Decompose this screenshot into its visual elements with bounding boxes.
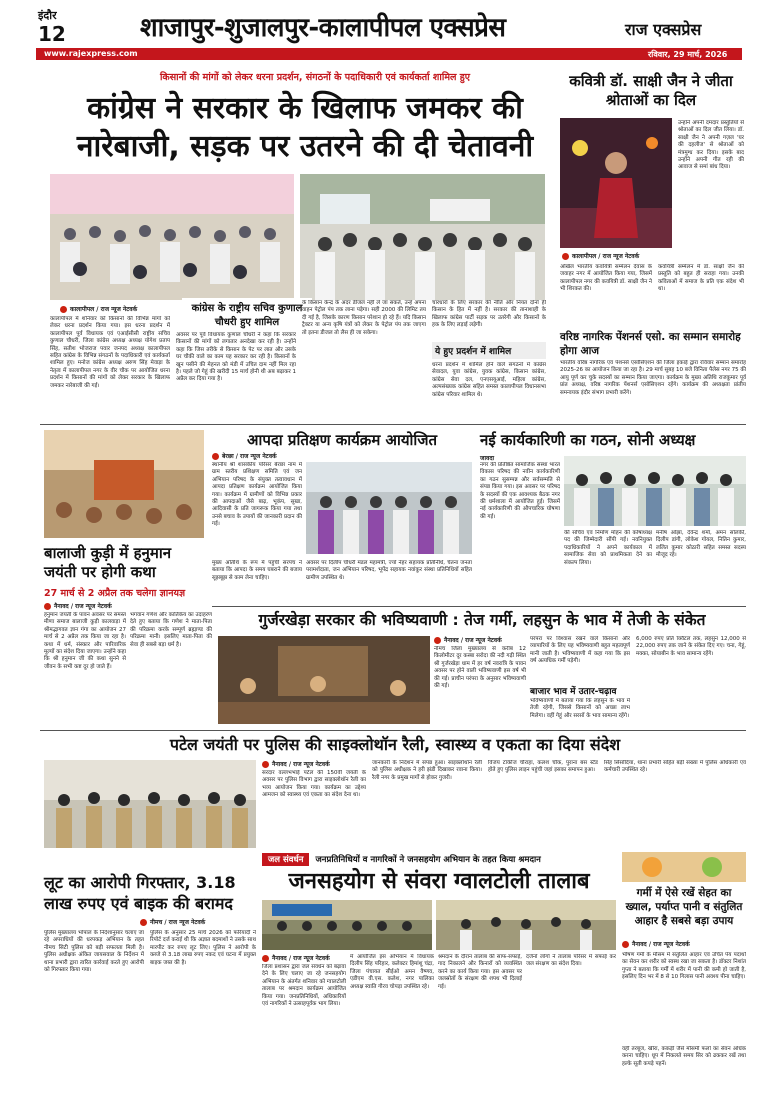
divider xyxy=(212,606,746,607)
disaster-photo xyxy=(306,462,472,554)
disaster-body-1: स्थानीय श्री शासकीय परिसर बेरछा नाम में ग्राम स्तरीय प्रशिक्षण समिति एवं जन अभियान परिषद के संयुक्त तत्वावधान में आपदा प्रतिक्षण कार्यक्रम आयोजित किया गया। कार्यक्रम में ग्रामीणों को विभिन्न प्रकार की आपदाओं जैसे बाढ़, भूकंप, सूखा, आदिवासी के प्रति जागरूक किया गया तथा उनसे बचाव के उपायों की जानकारी प्रदान की गई। xyxy=(212,462,302,528)
newexec-byline-text: जावदा xyxy=(480,455,495,462)
lead-byline-text: कालापीपल / राज न्यूज नेटवर्क xyxy=(70,306,138,313)
newexec-byline xyxy=(480,454,494,462)
issue-date: रविवार, 29 मार्च, 2026 xyxy=(648,50,728,59)
poet-body-2: अखिल भारतीय कवयित्री सम्मेलन देवास के जवाहर नगर में आयोजित किया गया, जिसमें कालापीपल नगर की कवयित्री डॉ. साक्षी जैन ने भी शिरकत की। xyxy=(560,264,652,293)
disaster-headline: आपदा प्रतिक्षण कार्यक्रम आयोजित xyxy=(246,431,437,449)
balaji-subhead: 27 मार्च से 2 अप्रैल तक चलेगा ज्ञानयज्ञ xyxy=(44,588,186,599)
cyclothon-headline: पटेल जयंती पर पुलिस की साइक्लोथॉन रैली, स्वास्थ्य व एकता का दिया संदेश xyxy=(169,735,621,754)
balaji-byline-text: नैनावद / राज न्यूज नेटवर्क xyxy=(54,603,112,610)
pond-body-2: में आयोजित इस अभियान में विधायक दिलीप सिंह परिहार, कलेक्टर हिमांशु चंद्रा, जिला पंचायत सीईओ अमन वैष्णव, एडीएम वी.एस. कलेश, नगर पालिका अध्यक्ष स्वाति गौरव चोपड़ा उपस्थित रहे। xyxy=(350,954,434,990)
health-byline-text: नैनावद / राज न्यूज नेटवर्क xyxy=(632,941,690,948)
pond-body-3: श्रमदान के दौरान तालाब की साफ-सफाई, गाद निकालने और किनारों को व्यवस्थित करने का कार्य किया गया। इस अवसर पर जलस्रोतों के संरक्षण की शपथ भी दिलाई गई। xyxy=(438,954,522,990)
health-body-1: भीषण गर्मी के मौसम में संतुलित आहार एवं उचित पेय पदार्थों का सेवन कर शरीर को स्वस्थ रखा जा सकता है। डॉक्टर निशांत गुप्ता ने बताया कि गर्मी में शरीर में पानी की कमी हो जाती है, इसलिए दिन भर में 8 से 10 गिलास पानी अवश्य पीना चाहिए। xyxy=(622,952,746,981)
cyclothon-body-4: सिंह सिसोदिया, थाना प्रभारी सहित बड़ी संख्या में पुलिस अधिकारी एवं कर्मचारी उपस्थित रहे। xyxy=(604,760,746,774)
robbery-body-1: पुलिस मुख्यालय भोपाल के निर्देशानुसार चलाए जा रहे अपराधियों की धरपकड़ अभियान के तहत नीमच सिटी पुलिस को बड़ी सफलता मिली है। पुलिस अधीक्षक अंकित जायसवाल के निर्देशन में थाना प्रभारी द्वारा त्वरित कार्रवाई करते हुए आरोपी को गिरफ्तार किया गया। xyxy=(44,930,144,974)
cyclothon-body-2: जानकारी के निर्देशन में संपन्न हुआ। साइक्लोथॉन रैली को पुलिस अधीक्षक ने हरी झंडी दिखाकर रवाना किया। रैली नगर के प्रमुख मार्गों से होकर गुजरी। xyxy=(372,760,482,781)
poet-headline: कवित्री डॉ. साक्षी जैन ने जीता श्रोताओं का दिल xyxy=(569,72,733,109)
lead-byline xyxy=(60,305,137,313)
bullet-icon xyxy=(262,955,269,962)
bullet-icon xyxy=(44,603,51,610)
balaji-body-2: भगवान गणेश और कार्तिकेय का उदाहरण देते हुए बताया कि गणेश ने माता-पिता की परिक्रमा करके सम्पूर्ण ब्रह्माण्ड की परिक्रमा मानी। इसलिए माता-पिता की सेवा ही सबसे बड़ा धर्म है। xyxy=(130,612,212,648)
weather-byline-text: नैनावद / राज न्यूज नेटवर्क xyxy=(444,637,502,644)
disaster-body-2: मुख्य अतिथि के रूप में पहुंची सरपंच ने बताया कि आपदा के समय घबराने की बजाय सूझबूझ से काम लेना चाहिए। xyxy=(212,560,302,581)
bullet-icon xyxy=(434,637,441,644)
lead-body-4: चारधारों के लिए सरकार की नीति और नियत दोनों ही किसान के हित में नहीं है। सरकार की तानाशाही के खिलाफ कांग्रेस पार्टी सड़क पर उतरेगी और किसानों के हक के लिए लड़ाई लड़ेगी। xyxy=(432,300,546,329)
header-rule xyxy=(36,48,742,60)
weather-sub-body: भविष्यवाणी में बताया गया कि लहसुन के भाव में तेजी रहेगी, जिससे किसानों को अच्छा लाभ मिलेगा। वहीं गेहूं और सरसों के भाव सामान्य रहेंगे। xyxy=(530,698,630,719)
bullet-icon xyxy=(212,453,219,460)
poet-byline xyxy=(562,252,639,260)
senior-body: भारतीय वरिष्ठ नागरिक एवं पेंशनर्स एसोसिएशन की जिला इकाई द्वारा रविवार सम्मान समारोह 2025-26 का आयोजन किया जा रहा है। 29 मार्च सुबह 10 बजे विनिता पैलेस नगर 75 की आयु पूर्ण कर चुके सदस्यों का सम्मान किया जाएगा। कार्यक्रम के मुख्य अतिथि राजकुमार पूर्व प्रांत अध्यक्ष, वरिष्ठ नागरिक पेंशनर्स एसोसिएशन रहेंगे। कार्यक्रम की अध्यक्षता प्रांतीय समन्वयक इंदौर संभाग प्रभारी करेंगे। xyxy=(560,360,746,396)
weather-photo xyxy=(218,636,430,724)
pond-headline: जनसहयोग से संवरा ग्वालटोली तालाब xyxy=(288,869,590,894)
lead-body-3: के किसान केन्द्र के अंदर डीजल नहीं ले जा सकते, उन्हें अपना वाहन पेट्रोल पंप तक लाना पड़ेगा। सही 2000 की लिमिट तय दी गई है, जिसके कारण किसान परेशान हो रहे हैं। यदि किसान ट्रैक्टर या अन्य कृषि यंत्रों को लेकर के पेट्रोल पंप तक जाएगा तो इतना डीजल तो लैस ही जा सकेगा। xyxy=(302,300,426,336)
balaji-body-1: हनुमान जयंती के पावन अवसर पर समस्त मीणा समाज बालाजी कुड़ी कालवाड़ा में श्रीमद्भागवत ज्ञान गंगा का आयोजन 27 मार्च से 2 अप्रैल तक किया जा रहा है। कथा में धर्म, संस्कार और पारिवारिक मूल्यों का संदेश दिया जाएगा। उन्होंने कहा कि श्री हनुमान जी की कथा सुनने से जीवन के सभी कष्ट दूर हो जाते हैं। xyxy=(44,612,126,670)
disaster-body-3: अवसर पर दिलीप चौधरी मंडल महामंत्री, ज्यो नेहर सहायक प्रतिनिधि, चेतना जनता परामर्शदाता, जन अभियान परिषद, भूपेंद्र सहायक नवांकुर संस्था प्रतिनिधियों सहित ग्रामीण उपस्थित थे। xyxy=(306,560,472,581)
balaji-photo xyxy=(44,430,204,538)
jal-tag-bar xyxy=(262,852,616,866)
pond-byline-text: नैनावद / राज न्यूज नेटवर्क xyxy=(272,955,330,962)
poet-byline-text: कालापीपल / राज न्यूज नेटवर्क xyxy=(572,253,640,260)
robbery-byline xyxy=(140,918,205,926)
newexec-photo xyxy=(564,456,746,526)
divider xyxy=(40,424,746,425)
page-number: 12 xyxy=(38,22,66,46)
lead-photo-caption: कांग्रेस के राष्ट्रीय सचिव कुणाल चौधरी हुए शामिल xyxy=(182,298,312,330)
poet-photo xyxy=(560,118,672,248)
newexec-body-2: की सचिव एवं निर्माण मोहन की कोषाध्यक्ष पद की जिम्मेदारी सौंपी गई। नवनियुक्त पदाधिकारियों ने अपने कार्यकाल में सामाजिक सेवा को प्राथमिकता देने का संकल्प लिया। xyxy=(564,530,652,566)
cyclothon-byline-text: नैनावद / राज न्यूज नेटवर्क xyxy=(272,761,330,768)
poet-body-3: कवयित्री सम्मेलन में डॉ. साक्षी जैन की प्रस्तुति को बहुत ही सराहा गया। उनकी कविताओं में समाज के प्रति एक संदेश भी था। xyxy=(658,264,744,293)
jal-tag-text: जनप्रतिनिधियों व नागरिकों ने जनसहयोग अभियान के तहत किया श्रमदान xyxy=(315,854,541,865)
lead-photo-1 xyxy=(50,174,294,300)
disaster-byline-text: बेरछा / राज न्यूज नेटवर्क xyxy=(222,453,277,460)
masthead xyxy=(0,0,778,62)
pond-photo-1 xyxy=(262,900,432,950)
cyclothon-byline xyxy=(262,760,330,768)
bullet-icon xyxy=(562,253,569,260)
health-byline xyxy=(622,940,690,948)
weather-body-1: नीमच जिला मुख्यालय से करीब 12 किलोमीटर दूर कस्बा सरोदा की नदी गढ़ी स्थित श्री गुर्जरखेड़ा धाम में हर वर्ष नवरात्रि के पावन अवसर पर होने वाली भविष्यवाणी इस वर्ष भी की गई। प्राचीन परंपरा के अनुसार भविष्यवाणी की गई। xyxy=(434,646,526,690)
weather-body-2: परंपरा पर विश्वास रखने वाले किसानों और व्यापारियों के लिए यह भविष्यवाणी बहुत महत्वपूर्ण मानी जाती है। भविष्यवाणी में कहा गया कि इस वर्ष अत्यधिक गर्मी पड़ेगी। xyxy=(530,636,630,665)
divider xyxy=(40,730,746,731)
balaji-byline xyxy=(44,602,112,610)
disaster-byline xyxy=(212,452,277,460)
lead-body-1: कालापीपल में शनिवार को किसानों की विभिन्न मांगों को लेकर धरना प्रदर्शन किया गया। इस धरना प्रदर्शन में कालापीपल पूर्व विधायक एवं एआईसीसी राष्ट्रीय सचिव कुणाल चौधरी, जिला कांग्रेस अध्यक्ष अध्यक्ष योगेश प्रताप सिंह, सतीश भोजराज पवार जनपद अध्यक्ष कालापीपल सहित कांग्रेस के विभिन्न संगठनों के पदाधिकारी एवं कार्यकर्ता शामिल हुए। मनोज कांग्रेस अध्यक्ष अरुण सिंह मेवाड़ा के नेतृत्व में कालापीपल नगर के वीर चौक पर आयोजित धरना प्रदर्शन में किसानों की मांगों को लेकर सरकार के खिलाफ जमकर नारेबाजी की गई। xyxy=(50,316,170,389)
cyclothon-body-3: विजय टॉकीज चौराहा, कलश चौक, पुराना बस स्टैंड होते हुए पुलिस लाइन पहुंची जहां इसका समापन हुआ। xyxy=(488,760,598,774)
lead-photo-2 xyxy=(300,174,545,300)
newexec-headline: नई कार्यकारिणी का गठन, सोनी अध्यक्ष xyxy=(480,431,696,449)
health-body-2: वहीं तरबूज, खीरा, ककड़ी जैसे मौसमी फलों का सेवन अधिक करना चाहिए। धूप में निकलते समय सिर को ढककर रखें तथा हल्के सूती कपड़े पहनें। xyxy=(622,1046,746,1067)
lead-kicker: किसानों की मांगों को लेकर धरना प्रदर्शन, संगठनों के पदाधिकारी एवं कार्यकर्ता शामिल हुए xyxy=(159,72,471,83)
newexec-body-1: नगर की प्रतिष्ठित सामाजिक संस्था भारत विकास परिषद की नवीन कार्यकारिणी का गठन सुसम्पन्न और सर्वसम्मति से संपन्न किया गया। इस अवसर पर परिषद के सदस्यों की एक आवश्यक बैठक नगर की धर्मशाला में आयोजित हुई। जिसमें नई कार्यकारिणी की औपचारिक घोषणा की गई। xyxy=(480,462,560,520)
weather-byline xyxy=(434,636,502,644)
lead-subbox-title: ये हुए प्रदर्शन में शामिल xyxy=(432,342,546,359)
bullet-icon xyxy=(622,941,629,948)
weather-subhead: बाजार भाव में उतार-चढ़ाव xyxy=(530,687,617,697)
bullet-icon xyxy=(60,306,67,313)
lead-body-2: अवसर पर पूर्व विधायक कुणाल चौधरी ने कहा कि सरकार किसानों की मांगों को लगातार अनदेखा कर रही है। उन्होंने कहा कि जिस तरीके से किसान के पेट पर लात और उसके घर चौकी वाले का काम यह सरकार कर रही है। किसानों के खून पसीने की मेहनत को मंडी में उचित दाम नहीं मिल रहा है। पहले जो गेहूं की खरीदी 15 मार्च होनी थी अब बढ़ाकर 1 अप्रैल कर दिया गया है। xyxy=(176,332,296,383)
pond-photo-2 xyxy=(436,900,616,950)
lead-subbox-text: धरना प्रदर्शन में शामिल होने वाले संगठनों में कांग्रेस सेवादल, युवा कांग्रेस, युवक कांग्रेस, किसान कांग्रेस, कांग्रेस सेवा दल, एनएसयूआई, महिला कांग्रेस, अल्पसंख्यक कांग्रेस सहित समस्त कालापीपल विधानसभा कांग्रेस परिवार शामिल थे। xyxy=(432,362,546,398)
cyclothon-photo xyxy=(44,760,256,848)
health-headline: गर्मी में ऐसे रखें सेहत का ख्याल, पर्याप्त पानी व संतुलित आहार है सबसे बड़ा उपाय xyxy=(625,887,743,927)
health-photo xyxy=(622,852,746,882)
lead-subbox xyxy=(432,342,546,420)
newexec-body-3: मनीष ओझा, देवेन्द्र शर्मा, अमन सोलंकी, दिलीप डांगी, लोकेश गोयल, नितिन कुमार, ललित कुमार कोठारी सहित समस्त सदस्य मौजूद रहे। xyxy=(656,530,746,559)
robbery-body-2: पुलिस के अनुसार 25 मार्च 2026 को फरियादी ने रिपोर्ट दर्ज कराई थी कि अज्ञात बदमाशों ने उसके साथ मारपीट कर रुपए लूट लिए। पुलिस ने आरोपी के कब्जे से 3.18 लाख रुपए नकद एवं घटना में प्रयुक्त बाइक जब्त की है। xyxy=(150,930,256,966)
edition-title: शाजापुर-शुजालपुर-कालापीपल एक्सप्रेस xyxy=(140,13,506,43)
bullet-icon xyxy=(262,761,269,768)
senior-headline: वरिष्ठ नागरिक पेंशनर्स एसो. का सम्मान समारोह होगा आज xyxy=(560,331,741,357)
pond-body-4: दर्जनों लोगों ने तालाब परिसर में सफाई कर जल संरक्षण का संदेश दिया। xyxy=(526,954,616,968)
weather-headline: गुर्जरखेड़ा सरकार की भविष्यवाणी : तेज गर्मी, लहसुन के भाव में तेजी के संकेत xyxy=(258,611,706,629)
balaji-headline: बालाजी कुड़ी में हनुमान जयंती पर होगी कथा xyxy=(44,544,172,581)
bullet-icon xyxy=(140,919,147,926)
jal-tag-label: जल संवर्धन xyxy=(262,853,309,866)
city-label: इंदौर xyxy=(38,9,57,22)
robbery-byline-text: नीमच / राज न्यूज नेटवर्क xyxy=(150,919,206,926)
pond-byline xyxy=(262,954,330,962)
cyclothon-body-1: सरदार वल्लभभाई पटेल की 150वीं जयंती के अवसर पर पुलिस विभाग द्वारा साइक्लोथॉन रैली का भव्य आयोजन किया गया। कार्यक्रम का उद्देश्य आमजन को स्वास्थ्य एवं एकता का संदेश देना था। xyxy=(262,770,366,799)
robbery-headline: लूट का आरोपी गिरफ्तार, 3.18 लाख रुपए एवं बाइक की बरामद xyxy=(44,873,236,913)
pond-body-1: जिला प्रशासन द्वारा जल संवर्धन को बढ़ावा देने के लिए चलाए जा रहे जनसहयोग अभियान के अंतर्गत शनिवार को ग्वालटोली तालाब पर श्रमदान कार्यक्रम आयोजित किया गया। जनप्रतिनिधियों, अधिकारियों एवं नागरिकों ने उत्साहपूर्वक भाग लिया। xyxy=(262,964,346,1008)
weather-body-3: 6,000 रुपए प्रति क्विंटल तक, लहसुन 12,000 से 22,000 रुपए तक जाने के संकेत दिए गए। चना, गेहूं, मक्का, सोयाबीन के भाव सामान्य रहेंगे। xyxy=(636,636,746,657)
lead-headline: कांग्रेस ने सरकार के खिलाफ जमकर की नारेबाजी, सड़क पर उतरने की दी चेतावनी xyxy=(76,91,534,164)
poet-body-1: उन्होंने अपनी दमदार प्रस्तुतियों से श्रोताओं का दिल जीत लिया। डॉ. साक्षी जैन ने अपनी गज़ल 'घर की दहलीज' से श्रोताओं को मंत्रमुग्ध कर दिया। इसके बाद उन्होंने अपनी गीत रही की आवाज से समां बांध दिया। xyxy=(678,120,744,171)
site-url[interactable]: www.rajexpress.com xyxy=(44,49,138,58)
brand-logo: राज एक्सप्रेस xyxy=(625,20,702,39)
